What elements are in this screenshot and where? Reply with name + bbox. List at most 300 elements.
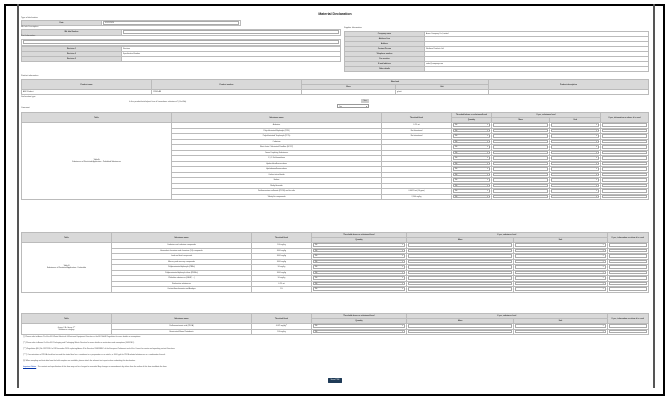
supplier-contact-label: Contact Person [345,47,425,52]
t1-mass-input[interactable] [493,145,548,149]
t2-mass-cell[interactable] [407,243,514,249]
t3-info-input[interactable] [609,330,647,334]
t1-table-header: Table [22,113,172,123]
revision-3-label: Revision 3 [22,57,122,62]
t3-unit-select[interactable] [515,324,605,328]
t1-answer-cell[interactable] [452,161,492,167]
t2-substance-cell: Cadmium and cadmium compounds [112,243,252,249]
supplier-section-label: Supplier Information [344,27,362,29]
chevron-down-icon: ▾ [487,196,488,198]
t2-unit-select[interactable] [515,243,605,247]
t2-mass-input[interactable] [408,260,512,264]
t3-unit-cell[interactable] [514,329,607,335]
t1-unit-cell[interactable] [550,156,601,162]
chevron-down-icon: ▾ [596,174,598,176]
chevron-down-icon: ▾ [366,106,367,108]
t1-unit-select[interactable] [551,195,599,199]
t3-info-input[interactable] [609,324,647,328]
t2-answer-select[interactable]: No ▾ [315,244,403,246]
t1-answer-select[interactable]: No ▾ [455,162,488,165]
t2-answer-cell[interactable] [312,265,407,271]
t1-mass-input[interactable] [493,173,548,177]
t1-info-input[interactable] [602,189,647,193]
t1-quantity-subheader: Quantity [452,118,492,123]
t1-info-input[interactable] [602,167,647,171]
t2-answer-select[interactable]: No ▾ [315,271,403,274]
t3-group-label-2: Substance category [58,329,75,331]
t2-mass-cell[interactable] [407,248,514,254]
chevron-down-icon: ▾ [487,180,488,181]
part-cell[interactable] [22,40,341,46]
t2-unit-select[interactable] [515,249,605,253]
product-mass-header: Mass/unit [302,80,489,85]
t2-mass-input[interactable] [408,265,512,269]
chevron-down-icon: ▾ [402,278,403,279]
t3-unit-subheader: Unit [514,319,607,324]
t3-threshold-cell: 0.025 mg/kg** [252,324,312,330]
t1-mass-cell[interactable] [492,161,550,167]
product-section-label: Product information [21,75,39,77]
t2-mass-cell[interactable] [407,281,514,287]
chevron-down-icon: ▾ [402,289,403,290]
t1-answer-select[interactable]: No ▾ [455,195,488,198]
t1-mass-input[interactable] [493,140,548,144]
t2-answer-cell[interactable] [312,248,407,254]
t1-substance-cell: Short chain Chlorinated Paraffins (SCCP) [172,145,382,151]
t3-answer-cell[interactable] [312,324,407,330]
mfr-table [21,29,341,36]
t2-mass-input[interactable] [408,249,512,253]
t1-unit-cell[interactable] [550,178,601,184]
t2-answer-cell[interactable] [312,254,407,260]
t2-answer-select[interactable]: No ▾ [315,288,403,290]
t1-substance-cell: Hydrochlorofluorocarbons [172,161,382,167]
t1-answer-select[interactable]: No ▾ [455,173,488,176]
t1-unit-select[interactable] [551,151,599,155]
t1-group-cell [22,123,172,200]
t1-answer-select[interactable]: No ▾ [455,190,488,192]
t1-info-cell[interactable] [601,161,649,167]
date-label: Date [22,21,102,26]
t1-mass-input[interactable] [493,167,548,171]
t1-unit-select[interactable] [551,140,599,144]
t1-unit-select[interactable] [551,145,599,149]
t1-mass-cell[interactable] [492,134,550,140]
t2-info-cell[interactable] [607,254,648,260]
t1-substance-cell: Polychlorinated Biphenyls (PCB) [172,128,382,134]
t1-mass-cell[interactable] [492,139,550,145]
chevron-down-icon: ▾ [596,125,598,126]
t2-answer-cell[interactable] [312,270,407,276]
t1-unit-cell[interactable] [550,183,601,189]
t2-unit-cell[interactable] [514,243,607,249]
t2-unit-cell[interactable] [514,270,607,276]
t1-info-cell[interactable] [601,150,649,156]
chevron-down-icon: ▾ [596,158,598,159]
t2-threshold-cell: 1000 mg/kg [252,254,312,260]
t1-answer-select[interactable]: No ▾ [455,168,488,170]
t3-info-cell[interactable] [607,324,648,330]
t3-mass-subheader: Mass [407,319,514,324]
supplier-email-value[interactable]: sales@company.com [426,63,444,65]
t2-info-input[interactable] [609,243,647,247]
chevron-down-icon: ▾ [596,180,598,181]
t2-answer-select[interactable]: No ▾ [315,277,403,279]
t1-info-cell[interactable] [601,145,649,151]
declaration-answer-select[interactable] [337,104,369,108]
t2-mass-input[interactable] [408,276,512,280]
t1-answer-select[interactable]: No ▾ [455,129,488,132]
t1-answer-cell[interactable] [452,172,492,178]
t2-unit-select[interactable] [515,260,605,264]
t1-unit-cell[interactable] [550,150,601,156]
t2-answer-cell[interactable] [312,287,407,293]
t2-unit-select[interactable] [515,271,605,275]
t1-unit-cell[interactable] [550,123,601,129]
t2-unit-cell[interactable] [514,281,607,287]
t3-mass-cell[interactable] [407,329,514,335]
t2-substance-cell: Phthalate substances (DEHP, ...) [112,276,252,282]
t1-mass-cell[interactable] [492,123,550,129]
mfr-input[interactable] [123,30,339,34]
t1-mass-cell[interactable] [492,128,550,134]
t1-answer-cell[interactable] [452,178,492,184]
t3-quantity-subheader: Quantity [312,319,407,324]
t1-mass-cell[interactable] [492,145,550,151]
chevron-down-icon: ▾ [487,130,488,132]
t2-substance-header: Substance name [112,233,252,243]
t1-info-input[interactable] [602,151,647,155]
t2-mass-input[interactable] [408,243,512,247]
t2-unit-subheader: Unit [514,238,607,243]
product-mass-subheader: Mass [302,85,396,90]
t2-answer-cell[interactable] [312,276,407,282]
t3-unit-select[interactable] [515,330,605,334]
revision-3-cell[interactable] [122,57,341,62]
t3-answer-select[interactable]: No ▾ [315,325,403,327]
chevron-down-icon: ▾ [602,283,604,285]
t2-group-label-1: Table B [63,265,70,268]
t1-info-input[interactable] [602,173,647,177]
t1-mass-cell[interactable] [492,183,550,189]
t1-info-cell[interactable] [601,194,649,200]
t2-unit-cell[interactable] [514,259,607,265]
t1-answer-cell[interactable] [452,183,492,189]
t1-info-input[interactable] [602,129,647,133]
t1-answer-select[interactable]: No ▾ [455,184,488,187]
t1-unit-select[interactable] [551,178,599,182]
t2-info-cell[interactable] [607,243,648,249]
t3-above-header: Threshold above or substance/Level [312,314,407,319]
t1-unit-cell[interactable] [550,172,601,178]
t1-info-cell[interactable] [601,172,649,178]
t1-mass-input[interactable] [493,129,548,133]
chevron-down-icon: ▾ [487,152,488,154]
t1-mass-cell[interactable] [492,194,550,200]
t1-answer-select[interactable]: No ▾ [455,179,488,181]
t2-mass-input[interactable] [408,254,512,258]
date-input[interactable]: 01/01/2024 [103,21,239,25]
t3-answer-cell[interactable] [312,329,407,335]
part-label: Part Information [21,35,36,37]
t2-info-input[interactable] [609,265,647,269]
important-notice-text: : The content and specification of this form may not be changed or amended. Any changes or amendments by others than the author of this form invalidate the form. [36,366,168,368]
t1-answer-cell[interactable] [452,128,492,134]
t1-answer-cell[interactable] [452,194,492,200]
t2-threshold-cell: 100 mg/kg [252,243,312,249]
t1-answer-cell[interactable] [452,189,492,195]
t1-answer-cell[interactable] [452,156,492,162]
t1-unit-select[interactable] [551,189,599,193]
t1-answer-select[interactable]: No ▾ [455,124,488,126]
t2-info-input[interactable] [609,276,647,280]
part-input[interactable] [23,40,339,44]
t2-answer-cell[interactable] [312,281,407,287]
t2-mass-cell[interactable] [407,276,514,282]
product-desc-cell[interactable] [489,90,649,95]
t2-info-cell[interactable] [607,270,648,276]
chevron-down-icon: ▾ [487,125,488,126]
table-row [22,287,649,293]
t1-info-input[interactable] [602,145,647,149]
t1-info-input[interactable] [602,123,647,127]
t1-info-cell[interactable] [601,139,649,145]
t1-mass-cell[interactable] [492,150,550,156]
t1-info-input[interactable] [602,134,647,138]
chevron-down-icon: ▾ [402,326,403,327]
t1-info-input[interactable] [602,178,647,182]
t1-mass-input[interactable] [493,162,548,166]
t2-info-input[interactable] [609,254,647,258]
t1-answer-select[interactable]: No ▾ [455,157,488,159]
supplier-company-value[interactable]: Acme Company Co.,Limited [426,33,449,35]
t2-mass-cell[interactable] [407,265,514,271]
t2-answer-cell[interactable] [312,259,407,265]
t2-info-cell[interactable] [607,287,648,293]
t2-unit-select[interactable] [515,282,605,286]
product-number-cell[interactable]: 12345-AB [152,90,302,95]
t2-substance-cell: Hexavalent chromium and chromium (VI) compounds [112,248,252,254]
t1-unit-select[interactable] [551,123,599,127]
chevron-down-icon: ▾ [487,163,488,165]
t1-info-cell[interactable] [601,183,649,189]
chevron-down-icon: ▾ [602,245,604,246]
important-notice-label: Important Notice [23,366,37,368]
t1-unit-select[interactable] [551,156,599,160]
t3-substance-cell: Brominated Flame Retardants [112,329,252,335]
t2-info-cell[interactable] [607,265,648,271]
t1-mass-input[interactable] [493,134,548,138]
t3-info-cell[interactable] [607,329,648,335]
t1-info-cell[interactable] [601,189,649,195]
t1-unit-select[interactable] [551,162,599,166]
t2-unit-cell[interactable] [514,254,607,260]
t1-mass-input[interactable] [493,178,548,182]
product-name-cell[interactable]: ABC-Product [22,90,152,95]
t2-info-input[interactable] [609,271,647,275]
product-unit-cell[interactable]: g/unit [396,90,489,95]
t1-unit-select[interactable] [551,129,599,133]
page-title: Material Declaration [318,12,352,16]
t2-unit-cell[interactable] [514,265,607,271]
t2-info-input[interactable] [609,287,647,291]
t1-unit-cell[interactable] [550,139,601,145]
t1-answer-select[interactable]: No ▾ [455,140,488,143]
t1-unit-cell[interactable] [550,194,601,200]
t2-unit-cell[interactable] [514,287,607,293]
t1-info-cell[interactable] [601,123,649,129]
t1-unit-select[interactable] [551,167,599,171]
t1-substance-cell: Methyl bromide [172,183,382,189]
t2-mass-cell[interactable] [407,287,514,293]
t2-info-cell[interactable] [607,248,648,254]
t1-mass-input[interactable] [493,151,548,155]
t2-threshold-cell: 50 mg/kg [252,265,312,271]
table-row [22,329,649,335]
t2-unit-select[interactable] [515,287,605,291]
t1-group-label-1: Table A [93,159,100,161]
chevron-down-icon: ▾ [487,147,488,148]
t2-answer-select[interactable]: No ▾ [315,249,403,252]
t2-answer-select[interactable]: No ▾ [315,255,403,257]
t1-substance-cell: Perfluorooctane sulfonate (PFOS) and its salts [172,189,382,195]
t2-unit-select[interactable] [515,254,605,258]
t2-answer-select[interactable]: No ▾ [315,260,403,263]
t1-mass-cell[interactable] [492,172,550,178]
t1-mass-input[interactable] [493,156,548,160]
t1-unit-cell[interactable] [550,145,601,151]
t3-mass-input[interactable] [408,330,512,334]
revision-2-value[interactable]: Specification Number [123,53,141,55]
t3-unit-cell[interactable] [514,324,607,330]
t1-answer-cell[interactable] [452,123,492,129]
t2-mass-input[interactable] [408,287,512,291]
t2-mass-input[interactable] [408,271,512,275]
t2-mass-cell[interactable] [407,270,514,276]
t1-mass-cell[interactable] [492,156,550,162]
t2-unit-select[interactable] [515,265,605,269]
t2-mass-cell[interactable] [407,254,514,260]
t2-threshold-cell: 50 mg/kg [252,276,312,282]
chevron-down-icon: ▾ [487,191,488,192]
t2-info-cell[interactable] [607,281,648,287]
t1-unit-select[interactable] [551,184,599,188]
t1-mass-input[interactable] [493,123,548,127]
revision-1-value[interactable]: Revision [123,48,130,50]
t1-mass-cell[interactable] [492,178,550,184]
t1-mass-cell[interactable] [492,189,550,195]
note-1: (*) Please refer to Annex IV of the EU Waste Electrical & Electronic Equipment Directive or the EU RoHS Regulation for more details on exemptions. [23,336,141,338]
t1-substance-cell: Cadmium [172,139,382,145]
t3-mass-input[interactable] [408,324,512,328]
t2-unit-cell[interactable] [514,276,607,282]
chevron-down-icon: ▾ [602,272,604,274]
t1-info-input[interactable] [602,162,647,166]
t1-answer-select[interactable]: No ▾ [455,146,488,148]
t2-unit-select[interactable] [515,276,605,280]
t1-answer-select[interactable]: No ▾ [455,151,488,154]
t1-answer-cell[interactable] [452,145,492,151]
note-2: (**) Please refer to Annex II of the EU Packaging and Packaging Waste Directive for more details on restrictions and exemptions (94/62/EC). [23,342,135,344]
t1-info-cell[interactable] [601,167,649,173]
t1-info-input[interactable] [602,184,647,188]
save-pdf-button[interactable]: Save PDF [328,378,342,383]
t2-answer-select[interactable]: No ▾ [315,282,403,285]
date-cell[interactable] [102,21,241,26]
t2-unit-cell[interactable] [514,248,607,254]
t1-unit-cell[interactable] [550,161,601,167]
t1-mass-input[interactable] [493,184,548,188]
t3-group-cell [22,324,112,335]
t1-mass-input[interactable] [493,195,548,199]
t2-substance-cell: Lead and lead compounds [112,254,252,260]
chevron-down-icon: ▾ [487,141,488,143]
supplier-contact-value[interactable]: Northern Products Ltd [426,48,444,50]
t1-mass-cell[interactable] [492,167,550,173]
t2-info-cell[interactable] [607,259,648,265]
t2-mass-input[interactable] [408,282,512,286]
t1-answer-cell[interactable] [452,139,492,145]
t1-unit-cell[interactable] [550,128,601,134]
substance-table-c [21,313,649,335]
declaration-yes-button[interactable]: Yes [361,99,369,103]
t2-info-cell[interactable] [607,276,648,282]
t3-threshold-cell: 100 mg/kg [252,329,312,335]
t2-info-input[interactable] [609,249,647,253]
t1-info-input[interactable] [602,195,647,199]
t3-answer-select[interactable]: No ▾ [315,330,403,333]
t3-mass-cell[interactable] [407,324,514,330]
t2-answer-select[interactable]: No ▾ [315,266,403,268]
t1-info-input[interactable] [602,140,647,144]
t3-level-header: If yes, substance level [407,314,608,319]
t1-answer-cell[interactable] [452,134,492,140]
t2-info-input[interactable] [609,282,647,286]
t1-answer-select[interactable]: No ▾ [455,135,488,137]
t1-answer-cell[interactable] [452,167,492,173]
chevron-down-icon: ▾ [596,169,598,170]
t2-mass-cell[interactable] [407,259,514,265]
chevron-down-icon: ▾ [487,169,488,170]
t1-unit-cell[interactable] [550,189,601,195]
t2-answer-cell[interactable] [312,243,407,249]
t2-info-input[interactable] [609,260,647,264]
chevron-down-icon: ▾ [602,261,604,263]
t1-substance-cell: Halons [172,178,382,184]
product-mass-cell[interactable] [302,90,396,95]
t1-group-label-2: Substances of Restricted Application - Prohibited Substances [72,161,121,163]
t1-unit-select[interactable] [551,173,599,177]
t1-unit-cell[interactable] [550,134,601,140]
t1-substance-cell: Polychlorinated Terphenyls (PCTs) [172,134,382,140]
t1-answer-cell[interactable] [452,150,492,156]
t2-substance-cell: Polybrominated diphenyl ethers (PBDEs) [112,270,252,276]
supplier-other-cell[interactable] [425,67,649,72]
t1-mass-input[interactable] [493,189,548,193]
t1-info-cell[interactable] [601,134,649,140]
note-5: (5) When sampling and test data from the bulk samples are available, please attach the relevant test reports when submitting this declaration. [23,360,136,362]
t1-unit-select[interactable] [551,134,599,138]
t1-unit-cell[interactable] [550,167,601,173]
mfr-cell[interactable] [122,30,341,36]
supplier-fax-label: Fax number [345,57,425,62]
t1-info-cell[interactable] [601,178,649,184]
t1-info-cell[interactable] [601,156,649,162]
t1-info-input[interactable] [602,156,647,160]
t2-threshold-cell: 0.1% wt [252,281,312,287]
t1-info-cell[interactable] [601,128,649,134]
chevron-down-icon: ▾ [602,278,604,279]
